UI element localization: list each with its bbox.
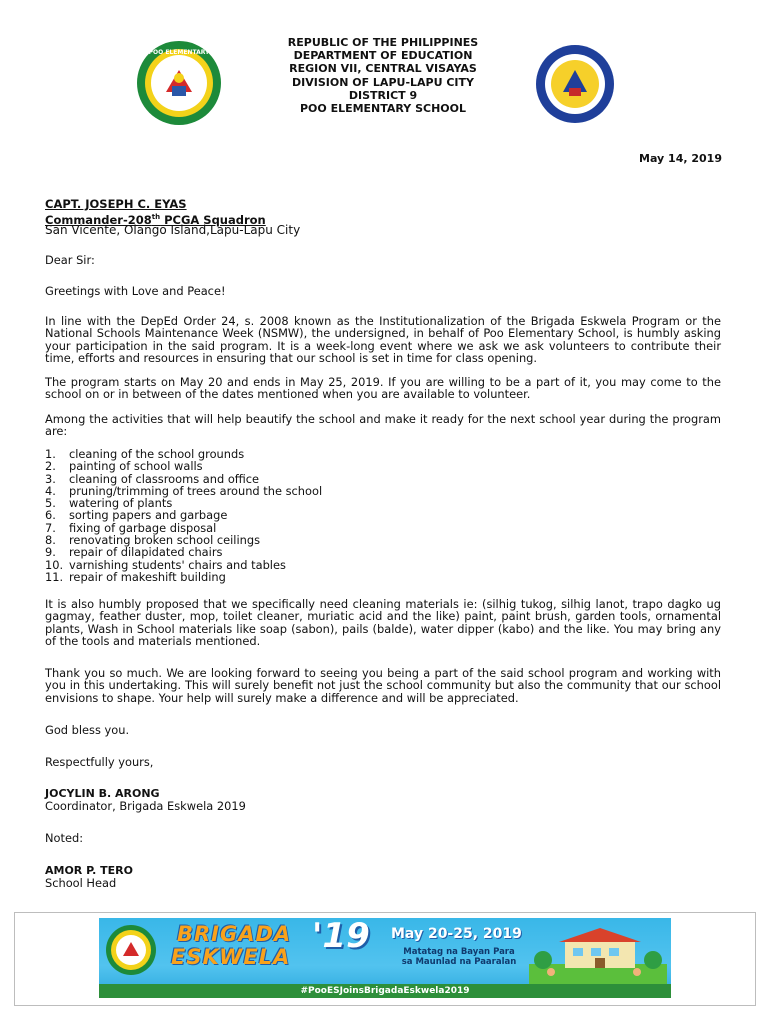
- greeting: Greetings with Love and Peace!: [45, 284, 226, 298]
- letterhead-line: POO ELEMENTARY SCHOOL: [299, 102, 467, 116]
- activities-list: [45, 448, 322, 583]
- blessing: God bless you.: [45, 723, 130, 737]
- list-item-text: repair of dilapidated chairs: [69, 545, 223, 560]
- letterhead: [230, 36, 536, 115]
- letterhead-line: DIVISION OF LAPU-LAPU CITY: [292, 75, 474, 89]
- list-item-number: 10.: [45, 557, 64, 572]
- banner-hashtag: #PooESJoinsBrigadaEskwela2019: [99, 984, 671, 998]
- banner-year: '19: [312, 918, 370, 956]
- list-item-number: 8.: [45, 533, 56, 548]
- banner-slogan: Matatag na Bayan Para sa Maunlad na Paaralan: [401, 947, 517, 967]
- list-item-number: 2.: [45, 459, 56, 474]
- list-item-text: sorting papers and garbage: [69, 508, 228, 523]
- banner-dates: May 20-25, 2019: [391, 926, 522, 942]
- list-item-text: painting of school walls: [69, 459, 203, 474]
- letterhead-line: DEPARTMENT OF EDUCATION: [293, 49, 473, 63]
- list-item-text: watering of plants: [69, 496, 173, 511]
- recipient-title-sup: th: [151, 213, 161, 221]
- list-item-number: 7.: [45, 520, 56, 535]
- letterhead-line: REPUBLIC OF THE PHILIPPINES: [287, 36, 479, 49]
- signatory-coordinator-name: JOCYLIN B. ARONG: [45, 787, 160, 800]
- list-item-number: 1.: [45, 447, 56, 461]
- list-item-text: cleaning of classrooms and office: [69, 471, 260, 486]
- list-item-text: repair of makeshift building: [69, 569, 226, 584]
- paragraph-thanks: Thank you so much. We are looking forward to seeing you being a part of the said school program and working with you in this undertaking. This will surely benefit not just the school community but also the community that our school envisions to shape. Your help will surely make a difference and will be appreciated.: [45, 666, 721, 705]
- recipient-title-post: PCGA Squadron: [160, 212, 266, 227]
- list-item: [45, 571, 322, 583]
- list-item-number: 3.: [45, 471, 56, 486]
- svg-text:POO ELEMENTARY: POO ELEMENTARY: [148, 49, 210, 56]
- signatory-coordinator-title: Coordinator, Brigada Eskwela 2019: [45, 799, 246, 813]
- division-lapu-lapu-seal: [535, 44, 615, 124]
- paragraph-schedule: The program starts on May 20 and ends in May 25, 2019. If you are willing to be a part of it, you may come to the school on or in between of the dates mentioned when you are available to volunteer.: [45, 375, 721, 402]
- banner-brigada-word: BRIGADA: [177, 922, 292, 946]
- letter-date: May 14, 2019: [639, 152, 722, 165]
- letterhead-line: REGION VII, CENTRAL VISAYAS: [289, 62, 477, 76]
- list-item-text: pruning/trimming of trees around the school: [69, 483, 323, 498]
- paragraph-intro: In line with the DepEd Order 24, s. 2008 known as the Institutionalization of the Brigada Eskwela Program or the National Schools Maintenance Week (NSMW), the undersigned, in behalf of Poo Elementary School, is humbly asking your participation in the said program. It is a week-long event where we ask we ask volunteers to contribute their time, efforts and resources in ensuring that our school is set in time for class opening.: [45, 314, 721, 366]
- list-item-text: renovating broken school ceilings: [69, 533, 261, 548]
- list-item-number: 11.: [45, 569, 64, 584]
- recipient-address: San Vicente, Olango Island,Lapu-Lapu City: [45, 223, 301, 237]
- paragraph-activities-intro: Among the activities that will help beautify the school and make it ready for the next school year during the program are:: [45, 412, 721, 439]
- list-item-text: cleaning of the school grounds: [69, 447, 245, 461]
- list-item-number: 4.: [45, 483, 56, 498]
- noted-label: Noted:: [45, 831, 84, 845]
- banner-artwork: [99, 918, 671, 998]
- poo-elementary-school-seal: [136, 40, 222, 126]
- banner-school-seal-icon: [105, 924, 157, 976]
- signatory-head-title: School Head: [45, 876, 117, 890]
- paragraph-materials: It is also humbly proposed that we specifically need cleaning materials ie: (silhig tukog, silhig lanot, trapo dagko ug gagmay, feather duster, mop, toilet cleaner, muriatic acid and the like) paint, paint brush, garden tools, ornamental plants, Wash in School materials like soap (sabon), pails (balde), water dipper (kabo) and the like. You may bring any of the tools and materials mentioned.: [45, 597, 721, 649]
- banner-eskwela-word: ESKWELA: [171, 945, 291, 969]
- signatory-head-name: AMOR P. TERO: [45, 864, 133, 877]
- school-building-illustration: [529, 926, 667, 984]
- closing: Respectfully yours,: [45, 755, 154, 769]
- recipient-name: CAPT. JOSEPH C. EYAS: [45, 197, 187, 211]
- letterhead-line: DISTRICT 9: [348, 88, 418, 102]
- list-item-number: 6.: [45, 508, 56, 523]
- salutation: Dear Sir:: [45, 253, 95, 267]
- list-item-number: 5.: [45, 496, 56, 511]
- list-item-number: 9.: [45, 545, 56, 560]
- recipient-title-pre: Commander-208: [45, 212, 152, 227]
- list-item-text: varnishing students' chairs and tables: [69, 557, 286, 572]
- brigada-eskwela-banner: [14, 912, 756, 1006]
- list-item-text: fixing of garbage disposal: [69, 520, 217, 535]
